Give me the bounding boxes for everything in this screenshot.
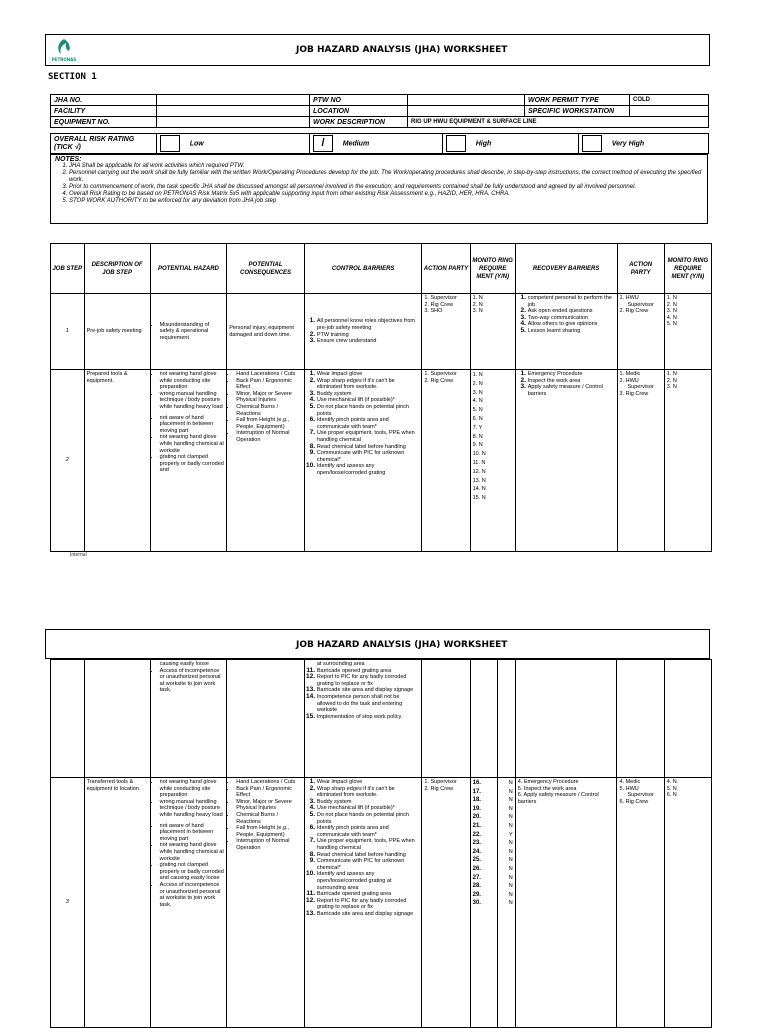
recovery-party-item: Supervisor <box>627 792 654 799</box>
hazard-cell <box>150 778 227 1028</box>
recovery-monitoring-cell <box>664 660 711 778</box>
control-item: 2. Wrap sharp edges if it's can't be eliminated from worksite. <box>317 378 420 391</box>
risk-rating-hint: (TICK √) <box>54 143 81 151</box>
control-item: 10. Identify and assess any open/loose/corroded grating <box>317 463 420 476</box>
consequence-item: • Back Pain / Ergonomic Effect <box>236 786 302 799</box>
recovery-party-item: 3. Rig Crew <box>619 390 649 397</box>
location-field[interactable] <box>408 106 525 117</box>
monitoring-number: 18. <box>472 797 481 804</box>
monitoring-item: 9. N <box>472 442 483 449</box>
recovery-item: 5. Inspect the work area <box>517 785 577 792</box>
monitoring-number: 22. <box>472 831 481 838</box>
consequence-item: • Chemical Burns / Reactions <box>236 404 302 417</box>
recovery-item: 4. Emergency Procedure <box>517 779 579 785</box>
hazard-item: • not wearing hand glove while conducting site preparation <box>160 779 225 799</box>
monitoring-number: 21. <box>472 822 481 829</box>
work-description-field[interactable]: RIG UP HWU EQUIPMENT & SURFACE LINE <box>408 117 709 128</box>
monitoring-num-cell <box>470 778 497 1028</box>
location-label: LOCATION <box>310 106 408 117</box>
monitoring-value: N <box>508 780 513 786</box>
control-item: 3. Buddy system <box>317 799 420 806</box>
recovery-party-item: 4. Medic <box>619 779 641 785</box>
hazard-item: • not aware of hand placement in between moving part <box>160 415 225 435</box>
risk-very-high-cell <box>579 134 709 154</box>
recovery-party-item: 6. Rig Crew <box>619 798 649 805</box>
recovery-party-cell <box>617 294 664 370</box>
monitoring-item: 2. N <box>472 380 483 387</box>
jha-main-table <box>50 243 712 552</box>
recovery-party-item: 1. Medic <box>619 371 641 377</box>
work-permit-type-field[interactable]: COLD <box>630 95 709 106</box>
monitoring-item: 5. N <box>472 407 483 414</box>
recovery-cell <box>515 778 617 1028</box>
control-item: 13. Barricade site area and display signage <box>317 911 420 918</box>
control-item: 14. Incompetence person shall not be allowed to do the task and entering worksite <box>317 694 420 714</box>
monitoring-val-cell <box>497 660 515 778</box>
monitoring-number: 20. <box>472 814 481 821</box>
recovery-monitoring-cell <box>664 778 711 1028</box>
monitoring-value: N <box>508 788 513 795</box>
action-party-item: 1. Supervisor <box>424 779 457 785</box>
recovery-monitoring-item: 6. N <box>666 792 677 799</box>
recovery-party-cell <box>617 370 664 552</box>
col-action-party: ACTION PARTY <box>422 244 470 294</box>
monitoring-item: 1. N <box>472 295 483 301</box>
consequence-item: • Fall from Height (e.g., People, Equipment) <box>236 417 302 430</box>
recovery-monitoring-cell <box>664 294 711 370</box>
job-step-number: 3 <box>51 778 85 1028</box>
monitoring-item: 3. N <box>472 308 483 315</box>
control-item: at surrounding area <box>316 661 365 667</box>
monitoring-item: 14. N <box>472 486 486 493</box>
hazard-item: • Misunderstanding of safety & operational requirement <box>160 322 225 342</box>
svg-text:PETRONAS: PETRONAS <box>52 57 76 62</box>
hazard-item: • Access of incompetence or unauthorized personal at worksite to join work task. <box>160 668 225 694</box>
hazard-cell <box>150 370 227 552</box>
job-step-number: 2 <box>51 370 85 552</box>
monitoring-item: 10. N <box>472 451 486 458</box>
recovery-item: 1. competent personal to perform the job <box>528 295 615 308</box>
control-item: 6. Identify pinch points area and communicate with team* <box>317 417 420 430</box>
recovery-monitoring-item: 5. N <box>666 785 677 792</box>
recovery-monitoring-item: 3. N <box>666 308 677 315</box>
monitoring-item: 1. N <box>472 372 483 378</box>
control-item: 3. Buddy system <box>317 391 420 398</box>
action-party-item: 1. Supervisor <box>424 371 457 377</box>
controls-cell <box>304 660 422 778</box>
jha-no-label: JHA NO. <box>51 95 157 106</box>
recovery-cell <box>515 660 617 778</box>
table-row <box>51 370 712 552</box>
control-item: 5. Do not place hands on potential pinch points <box>317 404 420 417</box>
risk-rating-title: OVERALL RISK RATING <box>54 135 135 143</box>
recovery-monitoring-item: 4. N <box>666 779 677 785</box>
monitoring-item: 2. N <box>472 301 483 308</box>
control-item: 6. Identify pinch points area and communicate with team* <box>317 825 420 838</box>
table-row <box>51 294 712 370</box>
recovery-item: 2. Ask open ended questions <box>528 308 615 315</box>
recovery-party-cell <box>617 660 664 778</box>
monitoring-value: N <box>508 822 513 829</box>
col-monitoring: MONITO RING REQUIRE MENT (Y/N) <box>470 244 515 294</box>
recovery-item: 4. Allow others to give opinions <box>528 321 615 328</box>
recovery-monitoring-item: 2. N <box>666 301 677 308</box>
consequence-item: • Interruption of Normal Operation <box>236 838 302 851</box>
col-potential-consequences: POTENTIAL CONSEQUENCES <box>227 244 305 294</box>
control-item: 4. Use mechanical lift (if possible)* <box>317 397 420 404</box>
monitoring-value: N <box>508 891 513 898</box>
facility-field[interactable] <box>157 106 310 117</box>
col-recovery-barriers: RECOVERY BARRIERS <box>515 244 617 294</box>
recovery-party-item: Supervisor <box>627 301 654 308</box>
monitoring-item: 15. N <box>472 495 486 502</box>
job-step-number <box>51 660 85 778</box>
table-row <box>51 660 712 778</box>
note-item: 4. Overall Risk Rating to be based on PETRONAS Risk Matrix 5x5 with applicable supporting input from other existing Risk Assessment e.g., HAZID, HER, HRA, CHRA. <box>69 191 703 198</box>
recovery-cell <box>515 370 617 552</box>
col-recovery-monitoring: MONITO RING REQUIRE MENT (Y/N) <box>664 244 711 294</box>
monitoring-item: 7. Y <box>472 424 483 431</box>
control-item: 12. Report to PIC for any badly corroded grating to replace or fix <box>317 674 420 687</box>
monitoring-item: 11. N <box>472 459 486 466</box>
hazard-cell <box>150 294 227 370</box>
notes-list <box>55 163 703 205</box>
controls-cell <box>304 370 422 552</box>
risk-low-label: Low <box>189 140 204 148</box>
note-item: 2. Personnel carrying out the work shall be fully familiar with the written Work/Operating Procedures develop for the job. The Work/operating procedures shall describe, in step-by-step instructions, the correct method of executing the specified work. <box>69 170 703 184</box>
monitoring-number: 19. <box>472 805 481 812</box>
ptw-no-label: PTW NO <box>310 95 408 106</box>
consequence-cell <box>227 660 305 778</box>
control-item: 8. Read chemical label before handling <box>317 444 420 451</box>
monitoring-value: N <box>508 814 513 821</box>
control-item: 1. Wear impact glove <box>317 779 420 786</box>
control-item: 11. Barricade opened grating area <box>317 891 420 898</box>
monitoring-value: N <box>508 874 513 881</box>
control-item: 12. Report to PIC for any badly corroded grating to replace or fix <box>317 898 420 911</box>
recovery-monitoring-item: 4. N <box>666 314 677 321</box>
consequence-cell <box>227 370 305 552</box>
consequence-cell: Personal injury, equipment damaged and down time. <box>227 294 305 370</box>
specific-workstation-field[interactable] <box>630 106 709 117</box>
col-control-barriers: CONTROL BARRIERS <box>304 244 422 294</box>
risk-very-high-label: Very High <box>611 140 645 148</box>
recovery-party-item: 5. HWU <box>619 785 639 792</box>
risk-low-cell <box>157 134 310 154</box>
controls-cell <box>304 778 422 1028</box>
consequence-item: • Hand Lacerations / Cuts <box>236 371 302 378</box>
control-item: 10. Identify and assess any open/loose/corroded grating at surrounding area <box>317 871 420 891</box>
col-recovery-action-party: ACTION PARTY <box>617 244 664 294</box>
risk-medium-label: Medium <box>342 140 370 148</box>
monitoring-item: 12. N <box>472 468 486 475</box>
monitoring-number: 24. <box>472 848 481 855</box>
risk-high-checkbox[interactable] <box>446 135 466 152</box>
consequence-item: • Back Pain / Ergonomic Effect <box>236 378 302 391</box>
footer-classification: Internal <box>70 552 87 558</box>
recovery-party-cell <box>617 778 664 1028</box>
equipment-no-label: EQUIPMENT NO. <box>51 117 157 128</box>
control-item: 1. All personnel know roles objectives from pre-job safety meeting <box>317 318 420 331</box>
control-item: 2. Wrap sharp edges if it's can't be eliminated from worksite. <box>317 786 420 799</box>
recovery-item: 5. Lesson learnt sharing <box>528 328 615 335</box>
page2-title: JOB HAZARD ANALYSIS (JHA) WORKSHEET <box>296 640 508 650</box>
info-table <box>50 94 709 128</box>
note-item: 3. Prior to commencement of work, the task specific JHA shall be discussed amongst all personnel involved in the execution; and requirements contained shall be fully understood and agreed by all involved personnel. <box>69 184 703 191</box>
note-item: 1. JHA Shall be applicable for all work activities which required PTW. <box>69 163 703 170</box>
monitoring-num-cell <box>470 660 497 778</box>
recovery-monitoring-item: 5. N <box>666 321 677 328</box>
monitoring-value: N <box>508 900 513 907</box>
recovery-monitoring-item: 3. N <box>666 384 677 391</box>
control-item: 5. Do not place hands on potential pinch points <box>317 812 420 825</box>
recovery-cell <box>515 294 617 370</box>
jha-no-field[interactable] <box>157 95 310 106</box>
risk-rating-table <box>50 133 709 154</box>
action-party-item: 2. Rig Crew <box>424 377 454 384</box>
monitoring-value: N <box>508 848 513 855</box>
monitoring-number: 29. <box>472 891 481 898</box>
consequence-cell <box>227 778 305 1028</box>
hazard-item: causing easily loose <box>159 661 209 667</box>
risk-high-cell <box>443 134 579 154</box>
recovery-party-item: Supervisor <box>627 384 654 391</box>
recovery-monitoring-item: 1. N <box>666 371 677 377</box>
recovery-item: 6. Apply safety measure / Control barriers <box>517 792 599 805</box>
consequence-item: • Hand Lacerations / Cuts <box>236 779 302 786</box>
action-party-item: 1. Supervisor <box>424 295 457 301</box>
action-party-item: 2. Rig Crew <box>424 301 454 308</box>
monitoring-cell <box>470 294 515 370</box>
controls-cell <box>304 294 422 370</box>
job-step-number: 1 <box>51 294 85 370</box>
hazard-item: • not wearing hand glove while handling chemical at worksite <box>160 842 225 862</box>
col-job-step: JOB STEP <box>51 244 85 294</box>
ptw-no-field[interactable] <box>408 95 525 106</box>
consequence-item: • Minor, Major or Severe Physical Injuries <box>236 391 302 404</box>
monitoring-item: 3. N <box>472 389 483 396</box>
monitoring-number: 16. <box>472 780 481 786</box>
recovery-party-item: 2. Rig Crew <box>619 308 649 315</box>
monitoring-number: 23. <box>472 840 481 847</box>
notes-box <box>50 154 708 224</box>
hazard-item: • not wearing hand glove while handling chemical at worksite <box>160 434 225 454</box>
recovery-item: 1. Emergency Procedure <box>528 371 615 378</box>
control-item: 4. Use mechanical lift (if possible)* <box>317 805 420 812</box>
control-item: 11. Barricade opened grating area <box>317 668 420 675</box>
recovery-item: 3. Apply safety measure / Control barriers <box>528 384 615 397</box>
hazard-item: • grating not clamped properly or badly corroded and <box>160 454 225 474</box>
consequence-item: • Minor, Major or Severe Physical Injuries <box>236 799 302 812</box>
notes-title: NOTES: <box>55 156 82 163</box>
recovery-monitoring-item: 2. N <box>666 377 677 384</box>
control-item: 13. Barricade site area and display signage <box>317 687 420 694</box>
monitoring-number: 25. <box>472 857 481 864</box>
action-party-cell <box>422 660 470 778</box>
action-party-cell <box>422 370 470 552</box>
control-item: 15. Implementation of stop work policy. <box>317 714 420 721</box>
control-item: 2. PTW training <box>317 332 420 339</box>
recovery-item: 2. Inspect the work area <box>528 378 615 385</box>
risk-medium-checkbox[interactable]: / <box>313 135 333 152</box>
monitoring-number: 28. <box>472 883 481 890</box>
control-item: 8. Read chemical label before handling <box>317 852 420 859</box>
action-party-cell <box>422 778 470 1028</box>
consequence-item: • Interruption of Normal Operation <box>236 430 302 443</box>
monitoring-cell <box>470 370 515 552</box>
monitoring-item: 8. N <box>472 433 483 440</box>
monitoring-value: N <box>508 805 513 812</box>
facility-label: FACILITY <box>51 106 157 117</box>
action-party-item: 3. SHO <box>424 308 443 315</box>
page-title: JOB HAZARD ANALYSIS (JHA) WORKSHEET <box>296 45 508 55</box>
hazard-item: • wrong manual handling technique / body posture while handling heavy load <box>160 391 225 411</box>
col-description: DESCRIPTION OF JOB STEP <box>84 244 150 294</box>
job-step-description: Transferred tools & equipment to location. <box>84 778 150 1028</box>
note-item: 5. STOP WORK AUTHORITY to be enforced for any deviation from JHA job step <box>69 198 703 205</box>
monitoring-number: 30. <box>472 900 481 907</box>
recovery-party-item: 2. HWU <box>619 377 639 384</box>
monitoring-value: N <box>508 883 513 890</box>
consequence-item: • Chemical Burns / Reactions <box>236 812 302 825</box>
job-step-description: Prepared tools & equipment. <box>84 370 150 552</box>
hazard-cell <box>150 660 227 778</box>
work-permit-type-label: WORK PERMIT TYPE <box>525 95 630 106</box>
hazard-item: • grating not clamped properly or badly corroded and causing easily loose <box>160 862 225 882</box>
monitoring-value: N <box>508 865 513 872</box>
jha-main-table-continued <box>50 659 712 1028</box>
specific-workstation-label: SPECIFIC WORKSTATION <box>525 106 630 117</box>
control-item: 7. Use proper equipment, tools, PPE when handling chemical <box>317 838 420 851</box>
work-description-label: WORK DESCRIPTION <box>310 117 408 128</box>
section-label: SECTION 1 <box>48 72 97 82</box>
hazard-item: • not aware of hand placement in between moving part <box>160 823 225 843</box>
control-item: 9. Communicate with PIC for unknown chemical* <box>317 450 420 463</box>
control-item: 7. Use proper equipment, tools, PPE when handling chemical <box>317 430 420 443</box>
hazard-item: • wrong manual handling technique / body posture while handling heavy load <box>160 799 225 819</box>
equipment-no-field[interactable] <box>157 117 310 128</box>
risk-very-high-checkbox[interactable] <box>582 135 602 152</box>
recovery-party-item: 1. HWU <box>619 295 639 301</box>
action-party-item: 2. Rig Crew <box>424 785 454 792</box>
monitoring-value: N <box>508 797 513 804</box>
control-item: 1. Wear impact glove <box>317 371 420 378</box>
col-potential-hazard: POTENTIAL HAZARD <box>150 244 227 294</box>
recovery-item: 3. Two-way communication <box>528 315 615 322</box>
monitoring-item: 4. N <box>472 398 483 405</box>
recovery-monitoring-cell <box>664 370 711 552</box>
action-party-cell <box>422 294 470 370</box>
monitoring-value: Y <box>509 831 513 838</box>
monitoring-item: 6. N <box>472 415 483 422</box>
hazard-item: • Access of incompetence or unauthorized personal at worksite to join work task. <box>160 882 225 908</box>
table-row <box>51 778 712 1028</box>
petronas-logo <box>52 37 76 63</box>
consequence-item: • Fall from Height (e.g., People, Equipment) <box>236 825 302 838</box>
risk-high-label: High <box>475 140 492 148</box>
risk-medium-cell <box>310 134 443 154</box>
monitoring-number: 27. <box>472 874 481 881</box>
risk-low-checkbox[interactable] <box>160 135 180 152</box>
monitoring-value: N <box>508 840 513 847</box>
job-step-description: Pre-job safety meeting <box>84 294 150 370</box>
monitoring-number: 17. <box>472 788 481 795</box>
job-step-description <box>84 660 150 778</box>
recovery-monitoring-item: 1. N <box>666 295 677 301</box>
control-item: 3. Ensure crew understand <box>317 338 420 345</box>
control-item: 9. Communicate with PIC for unknown chemical* <box>317 858 420 871</box>
monitoring-item: 13. N <box>472 477 486 484</box>
hazard-item: • not wearing hand glove while conducting site preparation <box>160 371 225 391</box>
monitoring-value: N <box>508 857 513 864</box>
monitoring-number: 26. <box>472 865 481 872</box>
risk-rating-label <box>51 134 157 154</box>
monitoring-val-cell <box>497 778 515 1028</box>
